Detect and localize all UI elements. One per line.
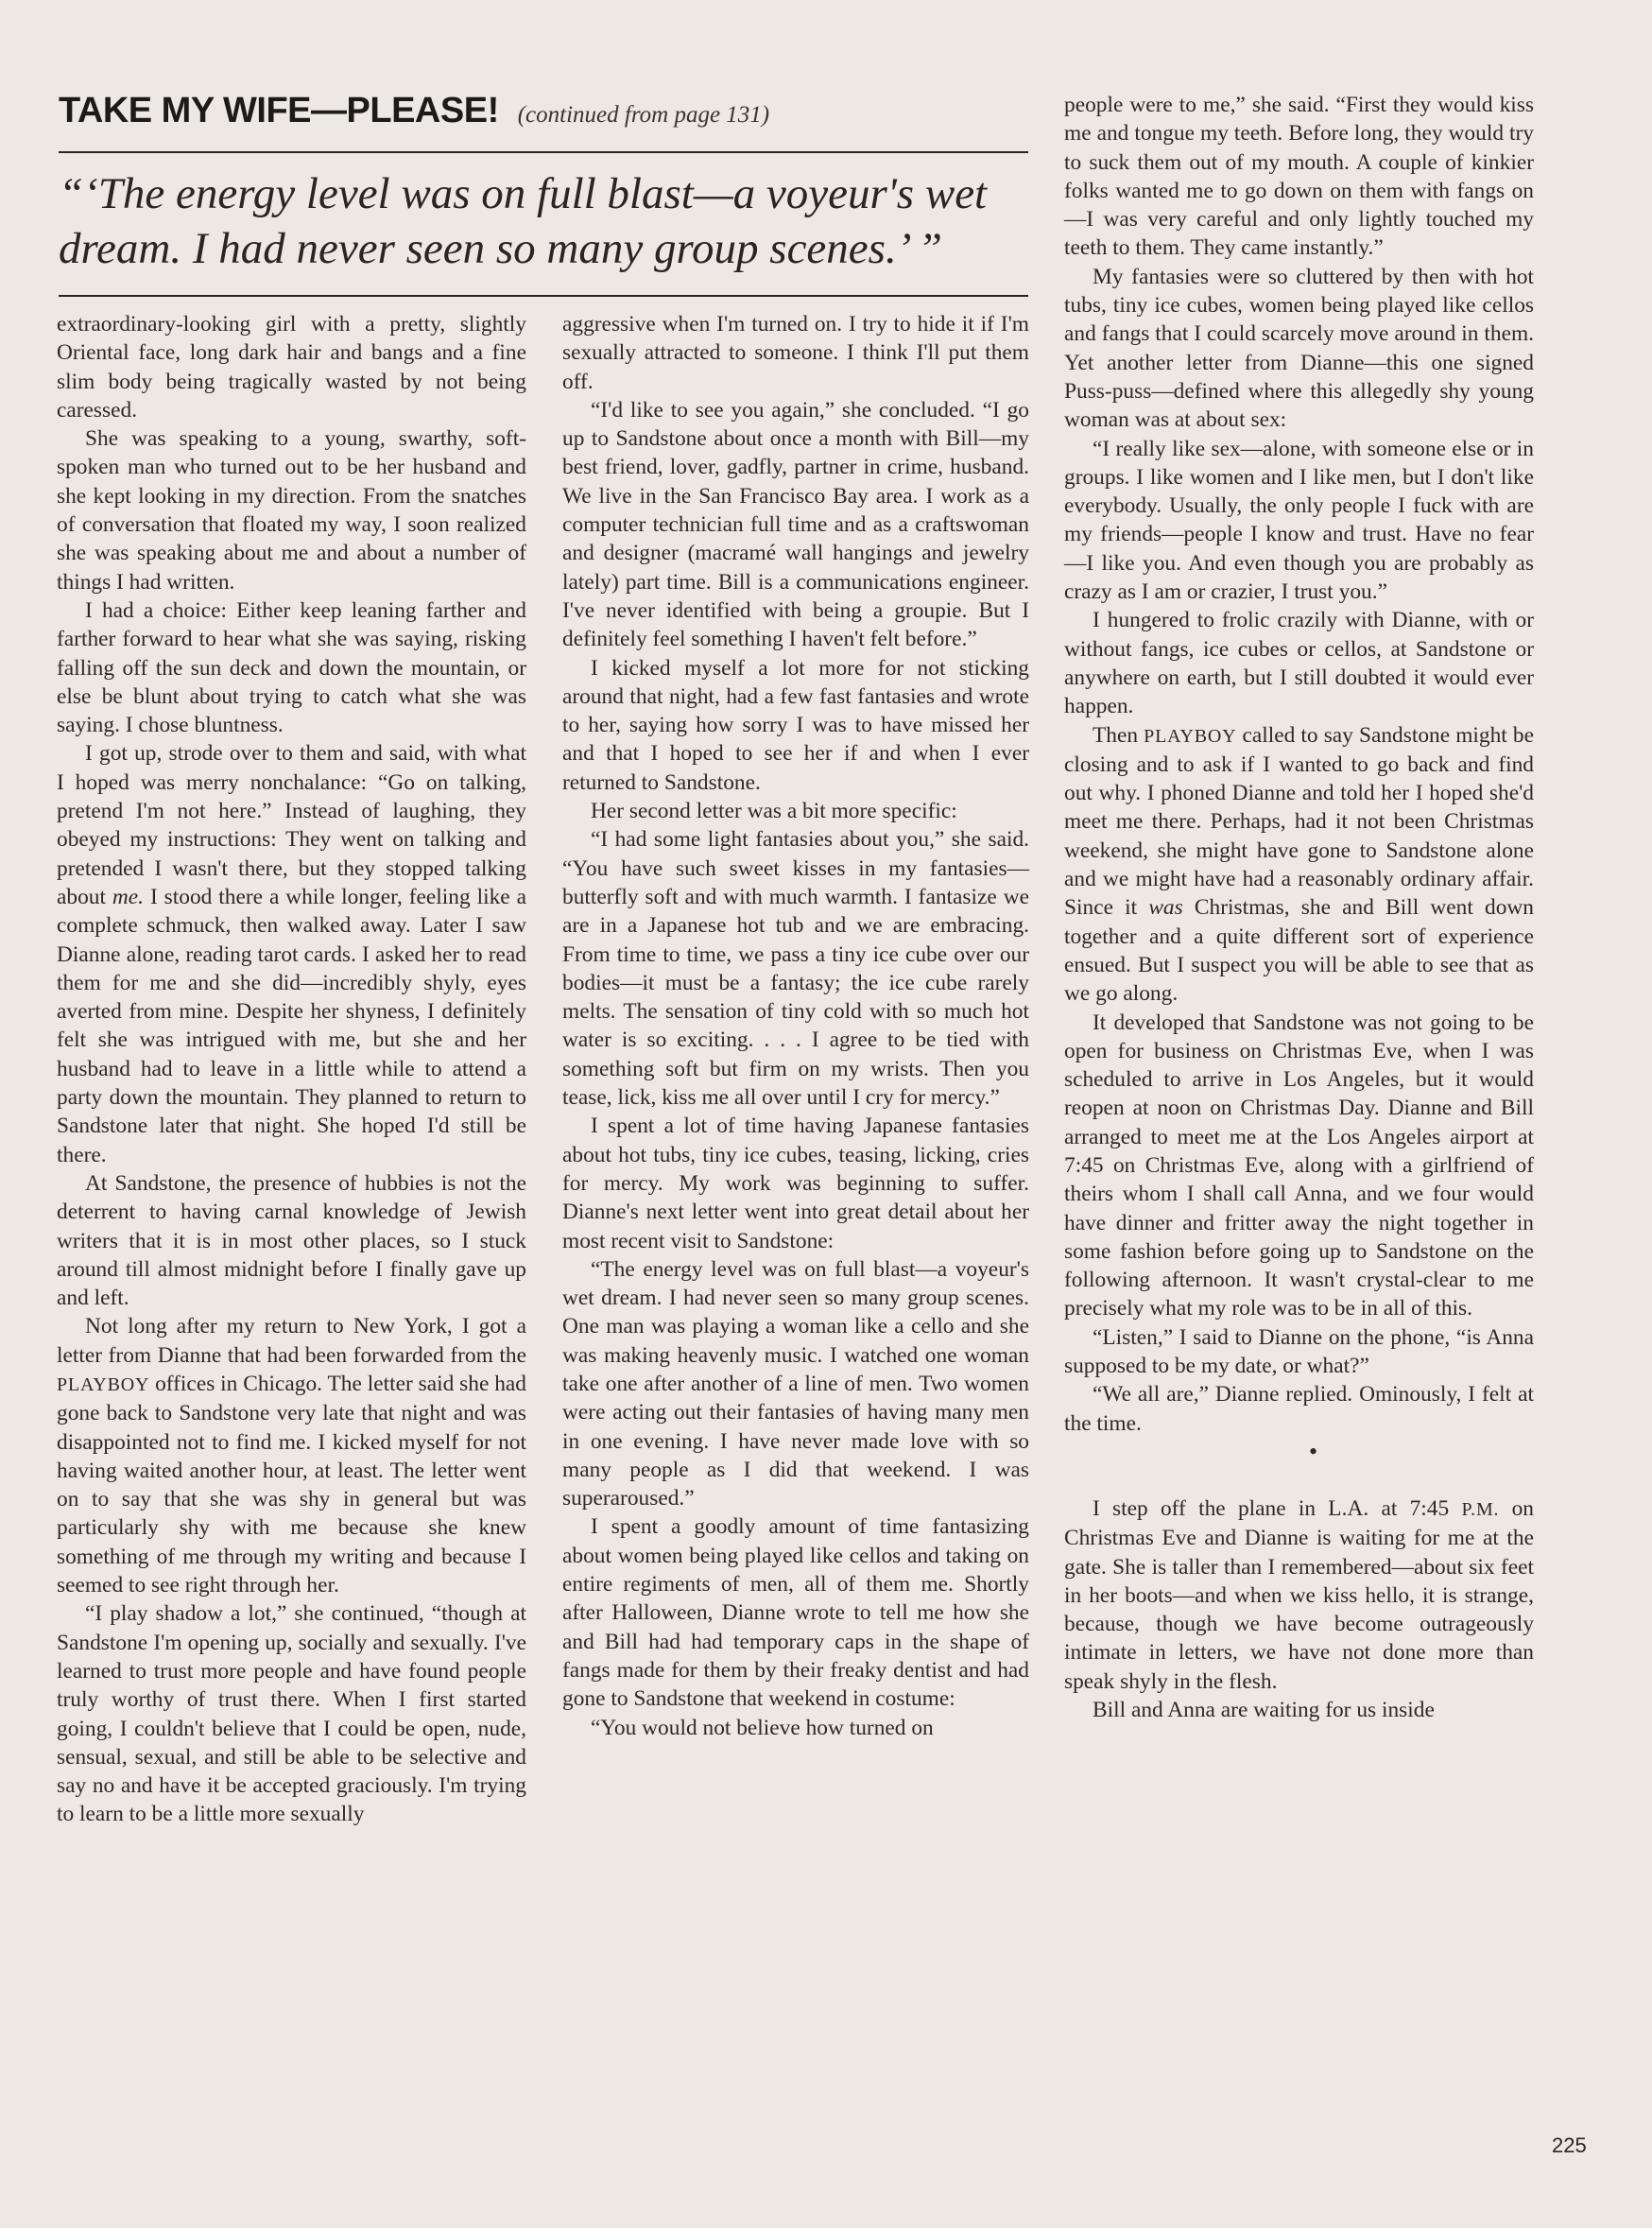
headline: TAKE MY WIFE—PLEASE! — [59, 91, 499, 130]
paragraph — [1064, 1494, 1534, 1696]
paragraph: “You would not believe how turned on — [591, 1715, 934, 1740]
paragraph: She was speaking to a young, swarthy, soft-spoken man who turned out to be her husband and she kept looking in my direction. From the snatches of conversation that floated my way, I soon realized she was speaking about me and about a number of things I had written. — [57, 426, 526, 595]
page-number: 225 — [1552, 2133, 1587, 2157]
rule-bottom — [59, 295, 1028, 297]
paragraph: extraordinary-looking girl with a pretty, slightly Oriental face, long dark hair and bangs and a fine slim body being tragically wasted by not being caressed. — [57, 312, 526, 423]
rule-top — [59, 151, 1028, 153]
paragraph: I had a choice: Either keep leaning farther and farther forward to hear what she was saying, risking falling off the sun deck and down the mountain, or else be blunt about trying to catch what she was saying. I chose bluntness. — [57, 597, 526, 738]
paragraph: Her second letter was a bit more specific: — [591, 799, 957, 824]
paragraph: aggressive when I'm turned on. I try to hide it if I'm sexually attracted to someone. I think I'll put them off. — [562, 312, 1029, 394]
paragraph: “I really like sex—alone, with someone else or in groups. I like women and I like men, but I don't like everybody. Usually, the only people I fuck with are my friends—people I know and trust. Have no fear—I like you. And even though you are probably as crazy as I am or crazier, I trust you.” — [1064, 436, 1534, 605]
paragraph: “I'd like to see you again,” she concluded. “I go up to Sandstone about once a month with Bill—my best friend, lover, gadfly, partner in crime, husband. We live in the San Francisco Bay area. I work as a computer technician full time and as a craftswoman and designer (macramé wall hangings and jewelry lately) part time. Bill is a communications engineer. I've never identified with being a groupie. But I definitely feel something I haven't felt before.” — [562, 397, 1029, 652]
text-column-2 — [562, 310, 1029, 1742]
paragraph: “We all are,” Dianne replied. Ominously, I felt at the time. — [1064, 1382, 1534, 1436]
paragraph: I spent a lot of time having Japanese fantasies about hot tubs, tiny ice cubes, teasing, licking, cries for mercy. My work was beginning to suffer. Dianne's next letter went into great detail about her most recent visit to Sandstone: — [562, 1114, 1029, 1253]
text-run: offices in Chicago. The letter said she had gone back to Sandstone very late that night and was disappointed not to find me. I kicked myself for not having waited another hour, at least. The letter went on to say that she was shy in general but was particularly shy with me because she knew something of me through my writing and because I seemed to see right through her. — [57, 1371, 526, 1598]
paragraph: I spent a goodly amount of time fantasizing about women being played like cellos and taking on entire regiments of men, all of them me. Shortly after Halloween, Dianne wrote to tell me how she and Bill had had temporary caps in the shape of fangs made for them by their freaky dentist and had gone to Sandstone that weekend in costume: — [562, 1514, 1029, 1712]
pm-abbrev: P.M. — [1461, 1498, 1500, 1520]
text-run: called to say Sandstone might be closing and to ask if I wanted to go back and find out why. I phoned Dianne and told her I hoped she'd meet me there. Perhaps, had it not been Christmas weekend, she might have gone to Sandstone alone and we might have had a reasonably ordinary affair. Since it — [1064, 722, 1534, 921]
text-run: Christmas, she and Bill went down together and a quite different sort of experience ensued. But I suspect you will be able to see that as we go along. — [1064, 895, 1534, 1007]
emphasis: me. — [112, 884, 145, 909]
paragraph: My fantasies were so cluttered by then with hot tubs, tiny ice cubes, women being played like cellos and fangs that I could scarcely move around in them. Yet another letter from Dianne—this one signed Puss-puss—defined where this allegedly shy young woman was at about sex: — [1064, 264, 1534, 433]
paragraph: Bill and Anna are waiting for us inside — [1093, 1698, 1435, 1723]
text-run: I step off the plane in L.A. at 7:45 — [1093, 1495, 1462, 1521]
pull-quote: “‘The energy level was on full blast—a voyeur's wet dream. I had never seen so many group scenes.’ ” — [59, 169, 988, 273]
text-run: on Christmas Eve and Dianne is waiting for me at the gate. She is taller than I remembered—about six feet in her boots—and when we kiss hello, it is strange, because, though we have become outrageously intimate in letters, we have not done more than speak shyly in the flesh. — [1064, 1495, 1534, 1694]
paragraph: “Listen,” I said to Dianne on the phone, “is Anna supposed to be my date, or what?” — [1064, 1324, 1534, 1379]
paragraph — [57, 739, 526, 1168]
continued-note: (continued from page 131) — [517, 102, 770, 128]
paragraph: At Sandstone, the presence of hubbies is not the deterrent to having carnal knowledge of Jewish writers that it is in most other places, so I stuck around till almost midnight before I finally gave up and left. — [57, 1170, 526, 1311]
paragraph: I hungered to frolic crazily with Dianne, with or without fangs, ice cubes or cellos, at Sandstone or anywhere on earth, but I still doubted it would ever happen. — [1064, 608, 1534, 719]
text-column-1 — [57, 310, 526, 1829]
section-break-bullet: • — [1308, 1437, 1318, 1465]
text-run: I stood there a while longer, feeling like a complete schmuck, then walked away. Later I saw Dianne alone, reading tarot cards. I asked her to read them for me and she did—incredibly shyly, eyes averted from mine. Despite her shyness, I definitely felt she was intrigued with me, but she and her husband had to leave in a little while to attend a party down the mountain. They planned to return to Sandstone later that night. She hoped I'd still be there. — [57, 884, 526, 1167]
paragraph: It developed that Sandstone was not going to be open for business on Christmas Eve, when I was scheduled to arrive in Los Angeles, but it would reopen at noon on Christmas Day. Dianne and Bill arranged to meet me at the Los Angeles airport at 7:45 on Christmas Eve, along with a girlfriend of theirs whom I shall call Anna, and we four would have dinner and fritter away the night together in some fashion before going up to Sandstone on the following afternoon. It wasn't crystal-clear to me precisely what my role was to be in all of this. — [1064, 1010, 1534, 1321]
paragraph: people were to me,” she said. “First they would kiss me and tongue my teeth. Before long, they would try to suck them out of my mouth. A couple of kinkier folks wanted me to go down on them with fangs on—I was very careful and only lightly touched my teeth to them. They came instantly.” — [1064, 93, 1534, 261]
playboy-name: PLAYBOY — [57, 1373, 150, 1395]
text-run: Then — [1093, 722, 1144, 748]
emphasis: was — [1148, 895, 1183, 921]
paragraph: “I play shadow a lot,” she continued, “though at Sandstone I'm opening up, socially and sexually. I've learned to trust more people and have found people truly worthy of trust there. When I first started going, I couldn't believe that I could be open, nude, sensual, sexual, and still be able to be selective and say no and have it be accepted graciously. I'm trying to learn to be a little more sexually — [57, 1601, 526, 1827]
paragraph — [1064, 721, 1534, 1009]
article-header — [59, 91, 1028, 138]
paragraph: “The energy level was on full blast—a voyeur's wet dream. I had never seen so many group scenes. One man was playing a woman like a cello and she was making heavenly music. I watched one woman take one after another of a line of men. Two women were acting out their fantasies of having many men in one evening. I have never made love with so many people as I did that weekend. I was superaroused.” — [562, 1256, 1029, 1511]
paragraph — [57, 1312, 526, 1599]
text-run: I got up, strode over to them and said, with what I hoped was merry nonchalance: “Go on talking, pretend I'm not here.” Instead of laughing, they obeyed my instructions: They went on talking and pretended I wasn't there, but they stopped talking about — [57, 741, 526, 909]
playboy-name: PLAYBOY — [1144, 725, 1237, 747]
text-column-3 — [1064, 91, 1534, 1724]
paragraph: I kicked myself a lot more for not sticking around that night, had a few fast fantasies and wrote to her, saying how sorry I was to have missed her and that I hoped to see her if and when I ever returned to Sandstone. — [562, 655, 1029, 795]
text-run: Not long after my return to New York, I got a letter from Dianne that had been forwarded from the — [57, 1314, 526, 1368]
section-spacer — [1064, 1466, 1534, 1494]
paragraph: “I had some light fantasies about you,” she said. “You have such sweet kisses in my fantasies—butterfly soft and with much warmth. I fantasize we are in a Japanese hot tub and we are embracing. From time to time, we pass a tiny ice cube over our bodies—it must be a fantasy; the ice cube rarely melts. The sensation of tiny cold with so much hot water is so exciting. . . . I agree to be tied with something soft but firm on my wrists. Then you tease, lick, kiss me all over until I cry for mercy.” — [562, 827, 1029, 1111]
